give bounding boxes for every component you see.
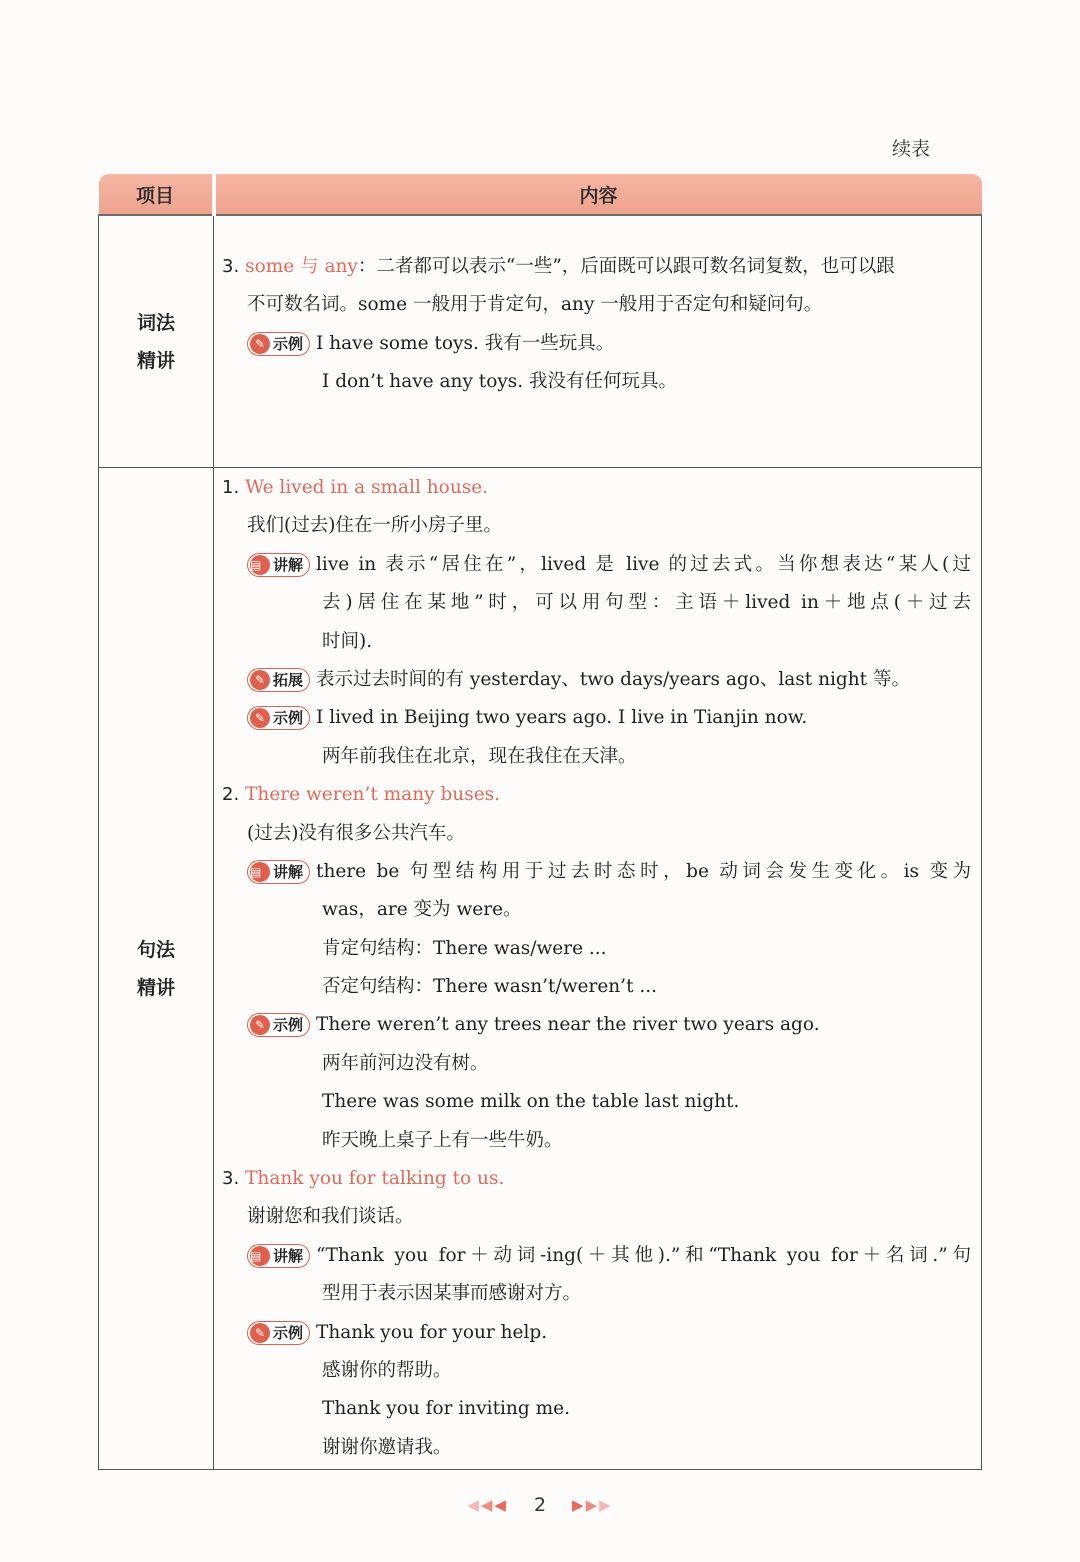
section-content <box>214 468 982 1470</box>
line-text: I lived in Beijing two years ago. I live in Tianjin now. <box>316 707 808 729</box>
note-badge <box>247 706 310 730</box>
content-line <box>214 776 981 814</box>
line-text: 谢谢您和我们谈话。 <box>247 1206 414 1228</box>
content-line <box>214 1160 981 1198</box>
line-text: was，are 变为 were。 <box>322 899 522 921</box>
content-line <box>214 738 981 776</box>
content-line <box>214 325 981 363</box>
note-badge <box>247 1244 310 1268</box>
pencil-icon: ✎ <box>250 334 270 354</box>
section-row-vocab <box>99 215 982 468</box>
item-number: 1. <box>222 477 240 498</box>
item-number: 2. <box>222 784 240 806</box>
header-content: 内容 <box>214 174 982 215</box>
content-line <box>214 469 981 507</box>
line-text: 感谢你的帮助。 <box>322 1359 452 1381</box>
note-badge <box>247 553 310 577</box>
highlight-text: some 与 any <box>245 256 358 277</box>
content-line <box>214 1390 981 1428</box>
line-text: ：二者都可以表示“一些”，后面既可以跟可数名词复数，也可以跟 <box>357 256 895 277</box>
line-text: 型用于表示因某事而感谢对方。 <box>322 1283 582 1305</box>
content-table <box>98 174 982 1470</box>
badge-label: 示例 <box>273 1323 304 1342</box>
content-line <box>214 1352 981 1390</box>
book-icon: ▤ <box>250 862 270 882</box>
line-text: 两年前我住在北京，现在我住在天津。 <box>322 745 637 767</box>
section-content <box>214 215 982 468</box>
content-line <box>214 248 981 286</box>
content-line <box>214 1314 981 1352</box>
badge-label: 讲解 <box>273 1246 304 1265</box>
section-label-line2: 精讲 <box>136 349 175 372</box>
content-line <box>214 1429 981 1467</box>
content-line <box>214 853 981 891</box>
book-icon: ▤ <box>250 555 270 575</box>
content-line <box>214 1275 981 1313</box>
prev-arrows-icon[interactable]: ◀◀◀ <box>467 1496 508 1514</box>
highlight-text: There weren’t many buses. <box>245 784 501 806</box>
note-badge <box>247 860 310 884</box>
line-text: 表示过去时间的有 yesterday、two days/years ago、last night 等。 <box>316 668 910 690</box>
header-item: 项目 <box>99 174 214 215</box>
section-row-syntax <box>99 468 982 1470</box>
page-footer <box>0 1494 1080 1516</box>
line-text: 昨天晚上桌子上有一些牛奶。 <box>322 1129 563 1151</box>
book-icon: ▤ <box>250 1246 270 1266</box>
pencil-icon: ✎ <box>250 1015 270 1035</box>
line-text: 否定句结构：There wasn’t/weren’t ... <box>322 976 658 998</box>
content-line <box>214 1083 981 1121</box>
continued-table-label: 续表 <box>892 138 931 160</box>
content-line <box>214 930 981 968</box>
badge-label: 示例 <box>273 1016 304 1035</box>
badge-label: 拓展 <box>273 670 304 689</box>
item-number: 3. <box>222 256 240 277</box>
content-line <box>214 1198 981 1236</box>
next-arrows-icon[interactable]: ▶▶▶ <box>572 1496 613 1514</box>
section-label-line1: 词法 <box>136 311 175 334</box>
badge-label: 讲解 <box>273 862 304 881</box>
line-text: 时间). <box>322 630 373 652</box>
content-line <box>214 1045 981 1083</box>
line-text: 谢谢你邀请我。 <box>322 1436 452 1458</box>
line-text: Thank you for inviting me. <box>322 1398 570 1420</box>
line-text: 去)居住在某地”时，可以用句型：主语＋lived in＋地点(＋过去 <box>322 592 971 614</box>
pencil-icon: ✎ <box>250 708 270 728</box>
line-text: “Thank you for＋动词-ing(＋其他).”和“Thank you for＋名词.”句 <box>316 1244 971 1266</box>
content-line <box>214 1237 981 1275</box>
note-badge <box>247 668 310 692</box>
note-badge <box>247 1321 310 1345</box>
line-text: (过去)没有很多公共汽车。 <box>247 822 465 844</box>
highlight-text: Thank you for talking to us. <box>245 1168 505 1190</box>
line-text: Thank you for your help. <box>316 1321 548 1343</box>
badge-label: 讲解 <box>273 555 304 574</box>
content-line <box>214 507 981 545</box>
content-line <box>214 815 981 853</box>
line-text: there be 句型结构用于过去时态时，be 动词会发生变化。is 变为 <box>316 860 971 882</box>
badge-label: 示例 <box>273 334 304 353</box>
note-badge <box>247 332 310 356</box>
line-text: There was some milk on the table last night. <box>322 1091 740 1113</box>
content-line <box>214 891 981 929</box>
highlight-text: We lived in a small house. <box>245 477 489 498</box>
badge-label: 示例 <box>273 709 304 728</box>
content-line <box>214 286 981 324</box>
line-text: 两年前河边没有树。 <box>322 1052 489 1074</box>
content-line <box>214 1006 981 1044</box>
content-line <box>214 661 981 699</box>
content-line <box>214 699 981 737</box>
pencil-icon: ✎ <box>250 1323 270 1343</box>
content-line <box>214 584 981 622</box>
page-number: 2 <box>533 1494 547 1516</box>
line-text: There weren’t any trees near the river two years ago. <box>316 1014 820 1036</box>
line-text: live in 表示“居住在”，lived 是 live 的过去式。当你想表达“某人(过 <box>316 553 971 575</box>
section-label-line1: 句法 <box>136 938 175 961</box>
section-label <box>99 468 214 1470</box>
section-label-line2: 精讲 <box>136 976 175 999</box>
note-badge <box>247 1013 310 1037</box>
content-line <box>214 968 981 1006</box>
line-text: 不可数名词。some 一般用于肯定句，any 一般用于否定句和疑问句。 <box>247 294 823 316</box>
line-text: 肯定句结构：There was/were ... <box>322 937 607 959</box>
content-line <box>214 623 981 661</box>
content-line <box>214 363 981 401</box>
line-text: I don’t have any toys. 我没有任何玩具。 <box>322 371 678 393</box>
section-label <box>99 215 214 468</box>
line-text: 我们(过去)住在一所小房子里。 <box>247 515 502 537</box>
content-line <box>214 1122 981 1160</box>
item-number: 3. <box>222 1168 240 1190</box>
pencil-icon: ✎ <box>250 670 270 690</box>
line-text: I have some toys. 我有一些玩具。 <box>316 332 615 354</box>
content-line <box>214 546 981 584</box>
